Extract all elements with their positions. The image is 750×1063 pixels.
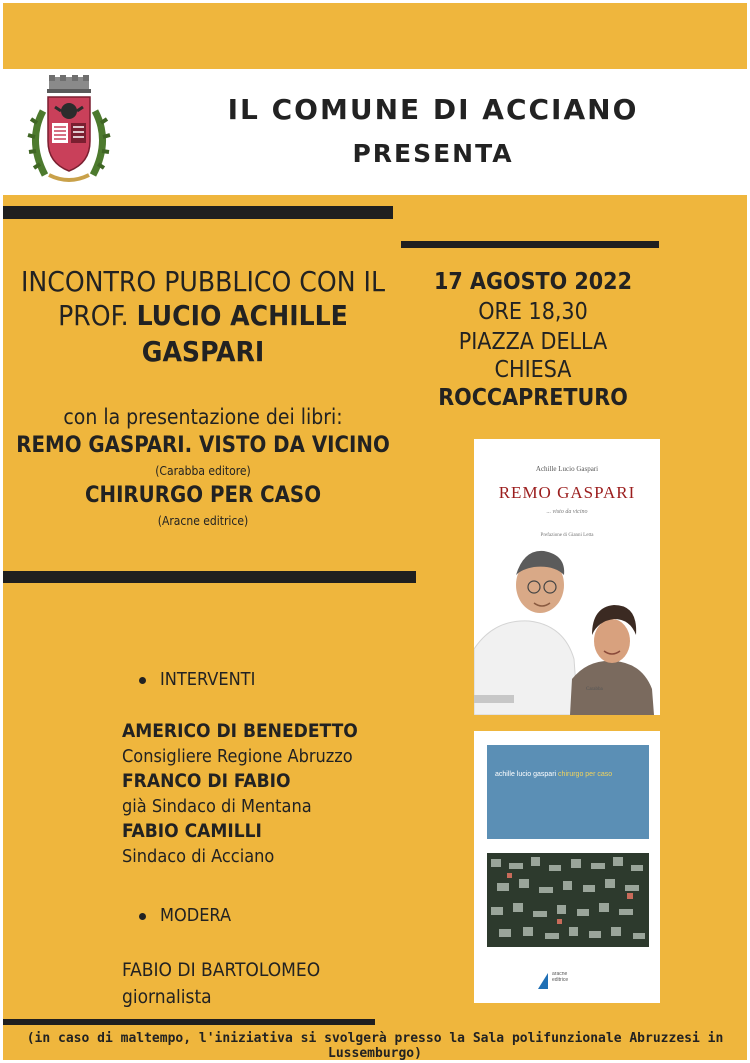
book-publisher-1: (Carabba editore) <box>155 464 251 478</box>
speaker-role: Consigliere Regione Abruzzo <box>122 746 353 767</box>
speaker-name-main: LUCIO ACHILLE <box>136 299 348 332</box>
book-cover-photo-crowd <box>487 853 649 947</box>
moderator-role: giornalista <box>122 986 212 1008</box>
divider-bar-right-top <box>401 241 659 248</box>
book-cover-title: chirurgo per caso <box>558 771 613 778</box>
book-cover-title-line <box>495 771 612 778</box>
book-cover-imprint-line-1: aracne <box>552 971 568 977</box>
intro-line-2 <box>3 299 403 332</box>
interventi-label: INTERVENTI <box>160 669 256 690</box>
speaker-role: Sindaco di Acciano <box>122 846 275 867</box>
book-cover-title: REMO GASPARI <box>498 483 636 502</box>
intro-line-1: INCONTRO PUBBLICO CON IL <box>21 265 385 298</box>
modera-heading <box>139 905 231 926</box>
book-cover-imprint-line-2: editrice <box>552 977 569 983</box>
divider-bar-footer <box>3 1019 375 1025</box>
intro-prefix: PROF. <box>58 299 137 332</box>
book-cover-subtitle: ... visto da vicino <box>546 509 588 515</box>
speaker-role: già Sindaco di Mentana <box>122 796 312 817</box>
book-publisher-2: (Aracne editrice) <box>157 514 249 528</box>
event-place-line-1: PIAZZA DELLA <box>458 329 608 355</box>
book-cover-remo-gaspari <box>474 439 660 715</box>
poster <box>3 3 747 1060</box>
books-intro: con la presentazione dei libri: <box>63 405 343 429</box>
speaker-surname-main: GASPARI <box>141 335 265 368</box>
interventi-heading <box>139 669 255 690</box>
book-cover-imprint <box>552 971 568 983</box>
divider-bar-left-top <box>3 206 393 219</box>
bullet-icon <box>139 677 146 684</box>
speaker-name: FABIO CAMILLI <box>122 820 262 842</box>
book-cover-imprint: Carabba <box>586 687 603 692</box>
speakers-list <box>122 719 422 869</box>
book-cover-chirurgo-per-caso <box>474 731 660 1003</box>
header-title: IL COMUNE DI ACCIANO <box>227 93 639 126</box>
book-cover-author: Achille Lucio Gaspari <box>535 465 599 473</box>
book-cover-photo-couple <box>474 539 660 715</box>
bullet-icon <box>139 913 146 920</box>
event-time: ORE 18,30 <box>478 299 588 325</box>
event-place-line-2: CHIESA <box>494 357 572 383</box>
footer-note: (in caso di maltempo, l'iniziativa si svolgerà presso la Sala polifunzionale Abruzzesi in Lussemburgo) <box>26 1031 724 1060</box>
book-cover-author: achille lucio gaspari <box>495 771 557 778</box>
speaker-name: AMERICO DI BENEDETTO <box>122 720 358 742</box>
book-title-2: CHIRURGO PER CASO <box>84 483 322 508</box>
book-cover-panel <box>487 745 649 839</box>
event-date: 17 AGOSTO 2022 <box>434 269 632 295</box>
moderator-name: FABIO DI BARTOLOMEO <box>122 959 321 981</box>
divider-bar-left-middle <box>3 571 416 583</box>
book-title-1: REMO GASPARI. VISTO DA VICINO <box>16 433 390 458</box>
modera-label: MODERA <box>160 905 232 926</box>
municipal-crest-icon <box>21 71 117 193</box>
speaker-name: FRANCO DI FABIO <box>122 770 291 792</box>
book-cover-preface: Prefazione di Gianni Letta <box>540 533 594 538</box>
header-subtitle: PRESENTA <box>352 139 514 168</box>
event-town: ROCCAPRETURO <box>438 385 628 411</box>
